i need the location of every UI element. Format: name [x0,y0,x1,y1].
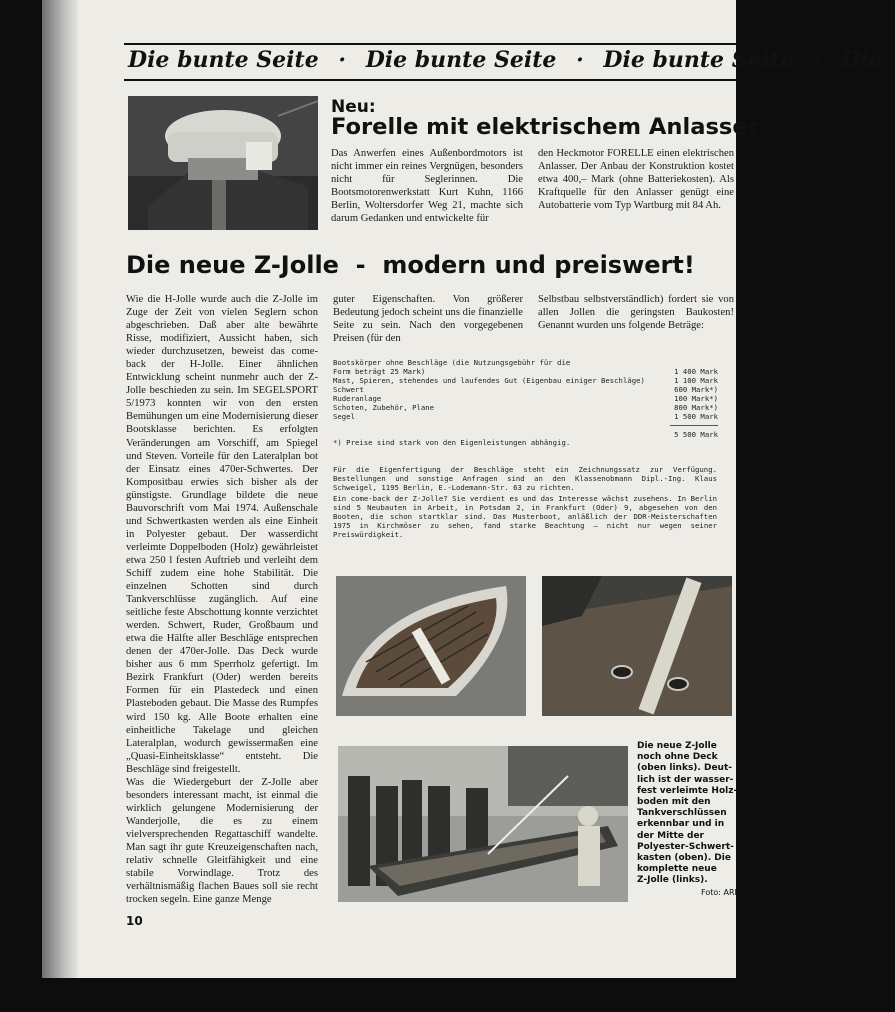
cost-item-value: 1 500 Mark [674,412,718,421]
cost-row [333,386,718,395]
complete-boat-illustration [338,746,628,902]
note-paragraph: Ein come-back der Z-Jolle? Sie verdient es und das Interesse wächst zusehens. In Berlin sind 5 Neubauten in Arbeit, in Potsdam 2, in Frankfurt (Oder) 9, abgesehen von den Booten, die schon startklar sind. Das Musterboot, anläßlich der DDR-Meisterschaften 1975 in Kirchmöser zu sehen, fand starke Beachtung – nicht nur wegen seiner Preiswürdigkeit. [333,494,717,539]
caption-line: fest verleimte Holz- [637,785,738,796]
article1-column-2-text: den Heckmotor FORELLE einen elektrischen Anlasser. Der Anbau der Konstruktion kostet etwa 400,– Mark (ohne Batteriekosten). Als Kraftquelle für den Anlasser genügt eine Autobatterie vom Typ Wartburg mit 84 Ah. [538,148,734,212]
cost-item-label: Form beträgt 25 Mark) [333,367,426,376]
caption-line: kasten (oben). Die [637,853,731,864]
caption-line: Polyester-Schwert- [637,841,734,852]
article2-column-3-text: Selbstbau selbstverständlich) fordert sie von allen Jollen die geringsten Baukosten! Genannt wurden uns folgende Beträge: [538,294,734,332]
section-header-text: Die bunte Seite [128,47,319,73]
boat-hull-illustration-left [336,576,526,716]
boat-hull-photo-left [336,576,526,716]
caption-line: erkennbar und in [637,819,725,830]
cost-item-label: Mast, Spieren, stehendes und laufendes Gut (Eigenbau einiger Beschläge) [333,376,645,385]
cost-item-label: Segel [333,412,355,421]
caption-line: Die neue Z-Jolle [637,741,717,751]
page-spine-shadow [42,0,78,978]
cost-row [333,413,718,422]
cost-item-value: 100 Mark*) [674,394,718,403]
boat-floor-illustration-right [542,576,732,716]
section-header-text: Die bunte Seite [603,47,795,73]
outboard-motor-illustration [128,96,318,230]
caption-line: der Mitte der [637,830,704,841]
photo-caption [637,741,757,898]
page-number: 10 [126,914,143,928]
cost-footnote: *) Preise sind stark von den Eigenleistungen abhängig. [333,438,571,447]
complete-z-jolle-photo [338,746,628,902]
article2-column-2-text: guter Eigenschaften. Von größerer Bedeutung jedoch scheint uns die finanzielle Seite zu sein. Nach den vorgegebenen Preisen (für den [333,294,523,345]
article1-title: Forelle mit elektrischem Anlasser [331,114,759,140]
caption-line: boden mit den [637,797,711,808]
photo-credit: Foto: ARF (3) [701,887,753,897]
magazine-page [42,0,883,978]
cost-item-value: 600 Mark*) [674,385,718,394]
cost-item-label: Schoten, Zubehör, Plane [333,403,435,412]
cost-table [333,359,718,449]
boat-floor-photo-right [542,576,732,716]
cost-item-value: 800 Mark*) [674,403,718,412]
cost-row [333,377,718,386]
caption-line: lich ist der wasser- [637,774,734,785]
cost-item-label: Bootskörper ohne Beschläge (die Nutzungsgebühr für die [333,358,571,367]
section-header-text: Die [841,47,883,73]
outboard-motor-photo [128,96,318,230]
article1-kicker: Neu: [331,97,376,117]
article2-title: Die neue Z-Jolle - modern und preiswert! [126,251,695,279]
cost-item-value: 1 100 Mark [674,376,718,385]
section-header-text: Die bunte Seite [365,47,557,73]
article2-column-1 [126,293,318,906]
section-header-dot: · [576,47,584,73]
cost-row [333,404,718,413]
header-rule-bottom [124,79,736,81]
caption-line: Z-Jolle (links). [637,875,708,886]
cost-item-label: Schwert [333,385,364,394]
caption-line: komplette neue [637,864,717,875]
notes-block [333,466,717,539]
article1-column-1 [331,147,523,225]
section-header [128,47,883,77]
article1-column-1-text: Das Anwerfen eines Außenbordmotors ist nicht immer ein reines Vergnügen, besonders nicht für Seglerinnen. Die Bootsmotorenwerkstatt Kurt Kuhn, 1166 Berlin, Woltersdorfer Weg 21, machte sich darum Gedanken und entwickelte für [331,148,523,225]
article2-column-3 [538,293,734,332]
article2-column-2 [333,293,523,345]
article1-column-2 [538,147,734,212]
cost-total-rule [670,425,718,426]
caption-line: noch ohne Deck [637,752,718,763]
article2-paragraph: Wie die H-Jolle wurde auch die Z-Jolle im Zuge der Zeit von vielen Seglern schon abgeschrieben. Daß aber alte bewährte Risse, modifiziert, Aussicht haben, sich wieder durchzusetzen, beweist das come-back der H-Jolle. Einer ähnlichen Entwicklung scheint nunmehr auch der Z-Jolle beschieden zu sein. Im SEGELSPORT 5/1973 konnten wir von den ersten Bemühungen um eine Modernisierung dieser Bootsklasse berichten. Es erfolgten Veränderungen am Vorschiff, am Spiegel und Steven. Vorteile für den Lateralplan bot der Einsatz eines 470er-Schwertes. Der Kompositbau erwies sich bisher als der günstigste. Grundlage bildete die neue Bauvorschrift vom Mai 1974. Außenschale und Schwertkasten werden als eine Einheit in Polyester gebaut. Der wasserdicht verleimte Doppelboden (Holz) gewährleistet etwa 250 l festen Auftrieb und verleiht dem Schiff zudem eine hohe Stabilität. Die einzelnen Schotten sind durch Tankverschlüsse zugänglich. Auf eine seitliche feste Abschottung konnte verzichtet werden. Schwert, Ruder, Großbaum und etwa die Hälfte aller Beschläge entsprechen denen der 470er-Jolle. Das Deck wurde bisher aus 6 mm Sperrholz gefertigt. Im Bezirk Frankfurt (Oder) werden bereits Formen für ein Plastedeck und einen Plasteboden gebaut. Die Masse des Rumpfes wird 150 kg. Alle Boote erhalten eine einheitliche Takelage und gleichen Lateralplan, wodurch gewissermaßen eine „Quasi-Einheitsklasse“ entsteht. Die Beschläge sind freigestellt. [126,294,318,775]
cost-total-value: 5 500 Mark [674,430,718,439]
header-rule-top [124,43,736,45]
section-header-dot: · [338,47,347,73]
section-header-dot: · [813,47,822,73]
caption-line: (oben links). Deut- [637,763,732,774]
article2-paragraph: Was die Wiedergeburt der Z-Jolle aber besonders interessant macht, ist einmal die wirklich gelungene Modernisierung der Wanderjolle, die es zu einem vielversprechenden Regattaschiff wandelte. Man sagt ihr gute Kreuzeigenschaften nach, relativ schnelle Gleitfähigkeit und eine stabile Vorwindlage. Trotz des verhältnismäßig flachen Baues soll sie recht trocken segeln. Eine ganze Menge [126,776,318,906]
cost-item-value: 1 400 Mark [674,367,718,376]
note-paragraph: Für die Eigenfertigung der Beschläge steht ein Zeichnungssatz zur Verfügung. Bestellungen und sonstige Anfragen sind an den Klassenobmann Dipl.-Ing. Klaus Schweigel, 1195 Berlin, E.-Lodemann-Str. 63 zu richten. [333,465,717,492]
caption-line: Tankverschlüssen [637,808,727,819]
cost-item-label: Ruderanlage [333,394,382,403]
